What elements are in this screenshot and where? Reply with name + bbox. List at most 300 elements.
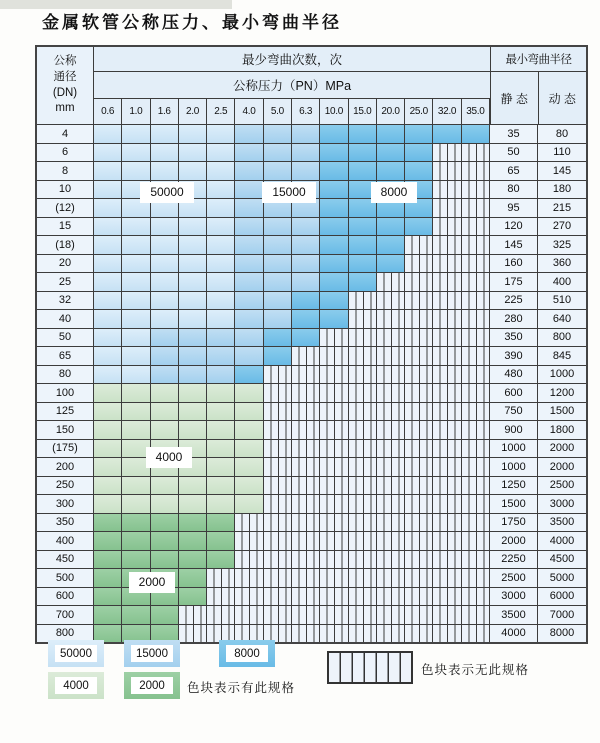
no-spec-cell	[462, 569, 490, 587]
dn-cell: 250	[37, 477, 94, 495]
no-spec-cell	[462, 477, 490, 495]
static-radius-cell: 900	[490, 421, 538, 439]
no-spec-cell	[462, 588, 490, 606]
cycle-cell-8000	[377, 218, 405, 236]
pressure-ticks-row	[94, 99, 490, 124]
dn-header-line: 通径	[53, 70, 77, 83]
cycle-cell-8000	[320, 292, 348, 310]
cycle-cell-50000	[94, 125, 122, 143]
cycle-cell-8000	[320, 162, 348, 180]
cycle-cell-4000	[151, 477, 179, 495]
no-spec-cell	[433, 495, 461, 513]
no-spec-cell	[349, 514, 377, 532]
no-spec-cell	[292, 532, 320, 550]
no-spec-cell	[433, 236, 461, 254]
no-spec-cell	[377, 495, 405, 513]
cycle-cell-2000	[179, 588, 207, 606]
cycle-cell-4000	[235, 384, 263, 402]
pressure-tick: 2.0	[179, 99, 207, 124]
no-spec-cell	[405, 606, 433, 624]
legend-has-spec-label: 色块表示有此规格	[187, 681, 296, 695]
cycle-cell-50000	[207, 218, 235, 236]
no-spec-cell	[292, 440, 320, 458]
legend-swatch-8000	[219, 640, 275, 667]
no-spec-cell	[349, 495, 377, 513]
pressure-header: 公称压力（PN）MPa	[94, 72, 490, 99]
cycle-cell-50000	[122, 273, 150, 291]
no-spec-cell	[462, 236, 490, 254]
cycle-cell-4000	[207, 384, 235, 402]
no-spec-cell	[292, 458, 320, 476]
static-radius-cell: 50	[490, 144, 538, 162]
no-spec-cell	[264, 440, 292, 458]
radius-header-block	[490, 47, 586, 124]
dn-cell: 100	[37, 384, 94, 402]
cycle-cell-2000	[122, 551, 150, 569]
dn-cell: 20	[37, 255, 94, 273]
table-row	[37, 476, 586, 495]
static-radius-cell: 3500	[490, 606, 538, 624]
no-spec-cell	[462, 458, 490, 476]
cycle-cell-50000	[94, 144, 122, 162]
no-spec-cell	[235, 588, 263, 606]
no-spec-cell	[264, 551, 292, 569]
no-spec-cell	[320, 384, 348, 402]
no-spec-cell	[462, 625, 490, 643]
no-spec-cell	[433, 347, 461, 365]
no-spec-cell	[462, 162, 490, 180]
dynamic-radius-cell: 2500	[538, 477, 586, 495]
table-row	[37, 420, 586, 439]
cycle-cell-50000	[179, 236, 207, 254]
cycle-cell-15000	[292, 162, 320, 180]
cycle-cell-50000	[122, 292, 150, 310]
legend-swatch-value: 15000	[131, 645, 173, 662]
no-spec-cell	[320, 329, 348, 347]
no-spec-cell	[320, 440, 348, 458]
cycle-cell-50000	[179, 162, 207, 180]
no-spec-cell	[349, 292, 377, 310]
cycle-cell-8000	[349, 162, 377, 180]
table-row	[37, 457, 586, 476]
header-middle	[94, 47, 490, 124]
cycle-cell-15000	[235, 255, 263, 273]
cycle-cell-15000	[264, 236, 292, 254]
cycle-cell-8000	[320, 255, 348, 273]
cycle-cell-50000	[94, 181, 122, 199]
dn-cell: 300	[37, 495, 94, 513]
no-spec-cell	[377, 329, 405, 347]
dn-cell: 25	[37, 273, 94, 291]
cycle-cell-15000	[292, 255, 320, 273]
no-spec-cell	[405, 532, 433, 550]
cycle-cell-50000	[122, 329, 150, 347]
legend-swatch-value: 2000	[131, 677, 173, 694]
dn-cell: 10	[37, 181, 94, 199]
cycle-cell-15000	[235, 218, 263, 236]
cycle-cell-50000	[94, 273, 122, 291]
no-spec-cell	[292, 495, 320, 513]
pressure-tick: 35.0	[462, 99, 490, 124]
cycle-cell-50000	[122, 162, 150, 180]
cycle-cell-4000	[94, 384, 122, 402]
table-row	[37, 383, 586, 402]
dn-cell: 15	[37, 218, 94, 236]
legend-swatch-value: 50000	[55, 645, 97, 662]
table-row	[37, 365, 586, 384]
static-radius-cell: 280	[490, 310, 538, 328]
dynamic-radius-cell: 640	[538, 310, 586, 328]
no-spec-cell	[377, 532, 405, 550]
table-row	[37, 272, 586, 291]
cycle-cell-50000	[207, 199, 235, 217]
no-spec-cell	[433, 273, 461, 291]
no-spec-cell	[292, 588, 320, 606]
cycle-cell-4000	[235, 477, 263, 495]
no-spec-cell	[433, 162, 461, 180]
dn-cell: 400	[37, 532, 94, 550]
dn-cell: 80	[37, 366, 94, 384]
static-radius-cell: 600	[490, 384, 538, 402]
table-row	[37, 494, 586, 513]
no-spec-cell	[320, 625, 348, 643]
no-spec-cell	[462, 218, 490, 236]
cycle-cell-8000	[349, 273, 377, 291]
cycle-cell-50000	[122, 218, 150, 236]
cycle-cell-8000	[349, 236, 377, 254]
no-spec-cell	[462, 292, 490, 310]
dynamic-radius-cell: 400	[538, 273, 586, 291]
dynamic-header: 动 态	[548, 91, 576, 106]
no-spec-cell	[377, 440, 405, 458]
no-spec-cell	[320, 514, 348, 532]
no-spec-cell	[462, 273, 490, 291]
cycle-cell-8000	[349, 255, 377, 273]
static-radius-cell: 750	[490, 403, 538, 421]
cycle-cell-50000	[207, 236, 235, 254]
dynamic-radius-cell: 2000	[538, 440, 586, 458]
static-radius-cell: 1750	[490, 514, 538, 532]
cycle-cell-4000	[94, 421, 122, 439]
legend-swatch-15000	[124, 640, 180, 667]
cycle-cell-15000	[235, 273, 263, 291]
dn-cell: 500	[37, 569, 94, 587]
static-dynamic-headers	[491, 72, 586, 124]
cycle-cell-15000	[264, 273, 292, 291]
static-radius-cell: 160	[490, 255, 538, 273]
cycle-cell-8000	[320, 144, 348, 162]
no-spec-cell	[377, 273, 405, 291]
cycle-cell-50000	[122, 347, 150, 365]
dn-cell: 350	[37, 514, 94, 532]
cycle-cell-4000	[179, 477, 207, 495]
no-spec-cell	[377, 366, 405, 384]
cycle-cell-15000	[235, 181, 263, 199]
no-spec-cell	[377, 458, 405, 476]
legend-no-spec-label: 色块表示无此规格	[421, 663, 530, 677]
legend-swatch-50000	[48, 640, 104, 667]
no-spec-cell	[207, 588, 235, 606]
cycle-cell-50000	[151, 255, 179, 273]
cycle-cell-2000	[207, 551, 235, 569]
dn-header-cell	[37, 47, 94, 124]
no-spec-cell	[433, 551, 461, 569]
no-spec-cell	[462, 403, 490, 421]
static-radius-cell: 225	[490, 292, 538, 310]
cycle-cell-15000	[235, 162, 263, 180]
cycle-cell-15000	[264, 144, 292, 162]
no-spec-cell	[462, 551, 490, 569]
no-spec-cell	[462, 255, 490, 273]
no-spec-cell	[264, 495, 292, 513]
cycle-cell-15000	[235, 236, 263, 254]
cycle-cell-15000	[207, 329, 235, 347]
dynamic-radius-cell: 145	[538, 162, 586, 180]
no-spec-cell	[320, 495, 348, 513]
dn-cell: 200	[37, 458, 94, 476]
cycle-cell-4000	[179, 495, 207, 513]
no-spec-cell	[377, 347, 405, 365]
no-spec-cell	[433, 440, 461, 458]
cycle-cell-50000	[122, 144, 150, 162]
cycle-cell-2000	[94, 551, 122, 569]
cycle-cell-4000	[207, 495, 235, 513]
cycle-cell-4000	[94, 495, 122, 513]
table-row	[37, 328, 586, 347]
dn-cell: 700	[37, 606, 94, 624]
pressure-tick: 2.5	[207, 99, 235, 124]
no-spec-cell	[292, 403, 320, 421]
dn-cell: (18)	[37, 236, 94, 254]
page-title: 金属软管公称压力、最小弯曲半径	[42, 13, 342, 33]
no-spec-cell	[264, 477, 292, 495]
no-spec-cell	[264, 588, 292, 606]
no-spec-cell	[433, 606, 461, 624]
cycle-cell-50000	[122, 125, 150, 143]
cycle-cell-8000	[349, 125, 377, 143]
no-spec-cell	[377, 514, 405, 532]
cycle-cell-50000	[122, 236, 150, 254]
cycle-cell-8000	[377, 236, 405, 254]
static-radius-cell: 65	[490, 162, 538, 180]
static-radius-cell: 2000	[490, 532, 538, 550]
cycle-cell-8000	[320, 273, 348, 291]
cycle-cell-8000	[405, 162, 433, 180]
static-radius-cell: 350	[490, 329, 538, 347]
cycle-cell-8000	[320, 181, 348, 199]
cycle-cell-8000	[292, 310, 320, 328]
no-spec-cell	[349, 421, 377, 439]
no-spec-cell	[292, 551, 320, 569]
no-spec-cell	[320, 588, 348, 606]
cycle-cell-15000	[179, 366, 207, 384]
no-spec-cell	[433, 366, 461, 384]
no-spec-cell	[235, 514, 263, 532]
cycle-cell-50000	[94, 162, 122, 180]
pressure-tick: 32.0	[433, 99, 461, 124]
no-spec-cell	[264, 403, 292, 421]
cycle-cell-50000	[207, 181, 235, 199]
no-spec-cell	[405, 569, 433, 587]
cycle-cell-8000	[235, 366, 263, 384]
no-spec-cell	[405, 551, 433, 569]
cycle-cell-50000	[179, 273, 207, 291]
dn-cell: 32	[37, 292, 94, 310]
no-spec-cell	[433, 199, 461, 217]
cycle-cell-8000	[320, 310, 348, 328]
cycle-cell-8000	[349, 144, 377, 162]
cycle-cell-15000	[292, 236, 320, 254]
cycle-cell-15000	[292, 125, 320, 143]
cycle-cell-50000	[151, 162, 179, 180]
cycle-cell-50000	[94, 236, 122, 254]
no-spec-cell	[405, 255, 433, 273]
cycle-cell-2000	[179, 532, 207, 550]
no-spec-cell	[462, 606, 490, 624]
radius-header: 最小弯曲半径	[491, 47, 586, 72]
table-row	[37, 124, 586, 143]
no-spec-cell	[349, 588, 377, 606]
static-radius-cell: 4000	[490, 625, 538, 643]
no-spec-cell	[433, 181, 461, 199]
cycle-cell-8000	[349, 218, 377, 236]
cycle-cell-8000	[377, 144, 405, 162]
cycle-cell-15000	[207, 347, 235, 365]
no-spec-cell	[462, 144, 490, 162]
dynamic-radius-cell: 3500	[538, 514, 586, 532]
cycle-cell-15000	[151, 366, 179, 384]
dynamic-radius-cell: 510	[538, 292, 586, 310]
no-spec-cell	[462, 495, 490, 513]
no-spec-cell	[462, 199, 490, 217]
no-spec-cell	[320, 477, 348, 495]
dynamic-radius-cell: 270	[538, 218, 586, 236]
no-spec-cell	[377, 403, 405, 421]
cycle-cell-50000	[207, 273, 235, 291]
cycle-cell-50000	[207, 144, 235, 162]
dn-cell: 150	[37, 421, 94, 439]
table-row	[37, 217, 586, 236]
cycle-cell-15000	[292, 273, 320, 291]
cycle-cell-15000	[179, 347, 207, 365]
pressure-tick: 20.0	[377, 99, 405, 124]
cycle-cell-4000	[151, 421, 179, 439]
dynamic-radius-cell: 215	[538, 199, 586, 217]
no-spec-cell	[264, 532, 292, 550]
table-row	[37, 309, 586, 328]
no-spec-cell	[264, 366, 292, 384]
dynamic-radius-cell: 80	[538, 125, 586, 143]
no-spec-cell	[264, 384, 292, 402]
cycle-cell-50000	[207, 310, 235, 328]
dn-cell: (175)	[37, 440, 94, 458]
no-spec-cell	[405, 329, 433, 347]
static-radius-cell: 2500	[490, 569, 538, 587]
dn-cell: 65	[37, 347, 94, 365]
cycle-cell-50000	[179, 292, 207, 310]
no-spec-cell	[462, 532, 490, 550]
static-radius-cell: 480	[490, 366, 538, 384]
cycle-cell-2000	[151, 532, 179, 550]
pressure-tick: 10.0	[320, 99, 348, 124]
cycle-value-label: 4000	[146, 447, 192, 468]
no-spec-cell	[405, 403, 433, 421]
no-spec-cell	[377, 477, 405, 495]
no-spec-cell	[377, 310, 405, 328]
cycle-cell-15000	[235, 347, 263, 365]
no-spec-cell	[349, 329, 377, 347]
cycle-cell-2000	[94, 569, 122, 587]
cycle-cell-50000	[151, 292, 179, 310]
cycle-cell-2000	[151, 514, 179, 532]
cycle-cell-50000	[151, 218, 179, 236]
no-spec-cell	[433, 625, 461, 643]
no-spec-cell	[405, 347, 433, 365]
cycle-cell-8000	[292, 292, 320, 310]
legend-swatch-2000	[124, 672, 180, 699]
no-spec-cell	[349, 347, 377, 365]
no-spec-cell	[377, 569, 405, 587]
cycle-cell-4000	[122, 421, 150, 439]
cycle-cell-50000	[94, 310, 122, 328]
cycle-cell-4000	[179, 403, 207, 421]
no-spec-cell	[462, 310, 490, 328]
cycle-cell-4000	[235, 458, 263, 476]
dynamic-radius-cell: 180	[538, 181, 586, 199]
no-spec-cell	[349, 403, 377, 421]
cycle-cell-4000	[207, 440, 235, 458]
cycle-cell-15000	[264, 218, 292, 236]
no-spec-cell	[264, 606, 292, 624]
cycle-cell-15000	[235, 199, 263, 217]
cycle-cell-8000	[264, 329, 292, 347]
no-spec-cell	[349, 384, 377, 402]
cycle-cell-4000	[151, 403, 179, 421]
dn-cell: 50	[37, 329, 94, 347]
dynamic-radius-cell: 4500	[538, 551, 586, 569]
cycle-cell-4000	[207, 458, 235, 476]
cycle-cell-8000	[377, 125, 405, 143]
cycle-cell-2000	[94, 606, 122, 624]
legend-swatch-value: 8000	[226, 645, 268, 662]
cycle-cell-50000	[207, 162, 235, 180]
table-row	[37, 587, 586, 606]
no-spec-cell	[179, 606, 207, 624]
static-radius-cell: 1500	[490, 495, 538, 513]
no-spec-cell	[405, 495, 433, 513]
no-spec-cell	[433, 292, 461, 310]
no-spec-cell	[179, 625, 207, 643]
pressure-tick: 15.0	[349, 99, 377, 124]
no-spec-cell	[433, 310, 461, 328]
cycle-cell-50000	[122, 310, 150, 328]
pressure-tick: 6.3	[292, 99, 320, 124]
cycle-cell-50000	[94, 347, 122, 365]
table-row	[37, 291, 586, 310]
no-spec-cell	[462, 384, 490, 402]
table-header	[37, 47, 586, 124]
dn-cell: 4	[37, 125, 94, 143]
no-spec-cell	[405, 273, 433, 291]
pressure-tick: 1.6	[151, 99, 179, 124]
static-radius-cell: 2250	[490, 551, 538, 569]
static-radius-cell: 95	[490, 199, 538, 217]
dn-header-line: mm	[55, 102, 75, 115]
cycle-cell-2000	[179, 569, 207, 587]
cycle-cell-8000	[405, 125, 433, 143]
cycle-cell-50000	[151, 310, 179, 328]
no-spec-cell	[433, 477, 461, 495]
